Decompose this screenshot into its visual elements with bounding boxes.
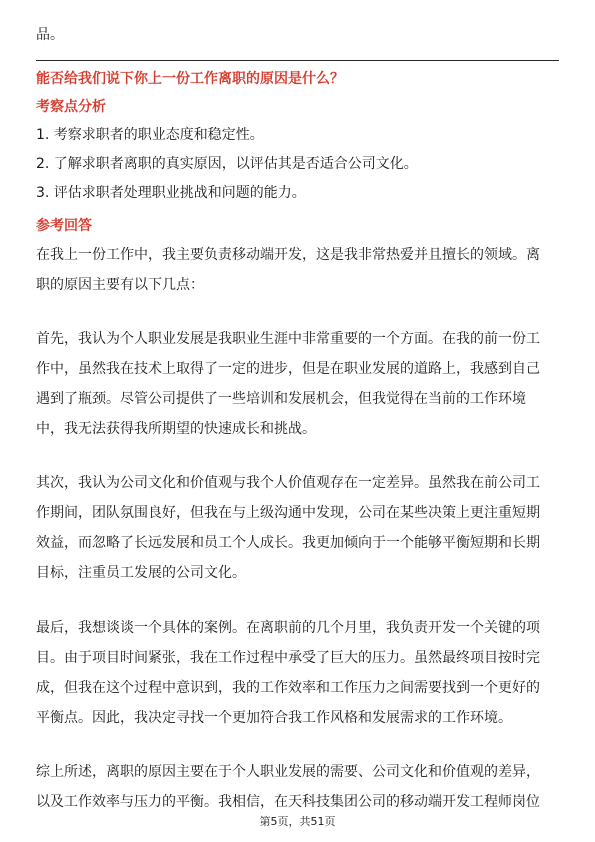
paragraph-line: 其次，我认为公司文化和价值观与我个人价值观存在一定差异。虽然我在前公司工 <box>36 475 540 491</box>
paragraph-line: 目。由于项目时间紧张，我在工作过程中承受了巨大的压力。虽然最终项目按时完 <box>36 650 540 666</box>
paragraph-line: 职的原因主要有以下几点： <box>36 277 204 293</box>
answer-paragraph <box>36 246 559 306</box>
answer-paragraph <box>36 619 559 739</box>
question-heading: 能否给我们说下你上一份工作离职的原因是什么？ <box>36 71 344 87</box>
answer-paragraph <box>36 763 559 823</box>
analysis-title: 考察点分析 <box>36 99 106 115</box>
paragraph-line: 遇到了瓶颈。尽管公司提供了一些培训和发展机会，但我觉得在当前的工作环境 <box>36 391 526 407</box>
paragraph-line: 平衡点。因此，我决定寻找一个更加符合我工作风格和发展需求的工作环境。 <box>36 710 512 726</box>
paragraph-line: 在我上一份工作中，我主要负责移动端开发，这是我非常热爱并且擅长的领域。离 <box>36 247 540 263</box>
page-number-footer: 第5页，共51页 <box>259 815 336 828</box>
analysis-point: 2. 了解求职者离职的真实原因，以评估其是否适合公司文化。 <box>36 156 418 172</box>
paragraph-line: 最后，我想谈谈一个具体的案例。在离职前的几个月里，我负责开发一个关键的项 <box>36 620 540 636</box>
paragraph-line: 中，我无法获得我所期望的快速成长和挑战。 <box>36 421 316 437</box>
paragraph-line: 以及工作效率与压力的平衡。我相信，在天科技集团公司的移动端开发工程师岗位 <box>36 794 540 810</box>
paragraph-line: 作中，虽然我在技术上取得了一定的进步，但是在职业发展的道路上，我感到自己 <box>36 361 540 377</box>
paragraph-line: 效益，而忽略了长远发展和员工个人成长。我更加倾向于一个能够平衡短期和长期 <box>36 535 540 551</box>
paragraph-line: 首先，我认为个人职业发展是我职业生涯中非常重要的一个方面。在我的前一份工 <box>36 331 540 347</box>
section-divider <box>36 60 559 61</box>
answer-paragraph <box>36 330 559 450</box>
answer-title: 参考回答 <box>36 218 92 234</box>
analysis-point: 3. 评估求职者处理职业挑战和问题的能力。 <box>36 185 306 201</box>
paragraph-line: 成，但我在这个过程中意识到，我的工作效率和工作压力之间需要找到一个更好的 <box>36 680 540 696</box>
answer-paragraph <box>36 474 559 594</box>
paragraph-line: 综上所述，离职的原因主要在于个人职业发展的需要、公司文化和价值观的差异， <box>36 764 540 780</box>
paragraph-line: 目标，注重员工发展的公司文化。 <box>36 565 246 581</box>
paragraph-line: 作期间，团队氛围良好，但我在与上级沟通中发现，公司在某些决策上更注重短期 <box>36 505 540 521</box>
analysis-point: 1. 考察求职者的职业态度和稳定性。 <box>36 127 264 143</box>
top-fragment: 品。 <box>36 27 64 43</box>
